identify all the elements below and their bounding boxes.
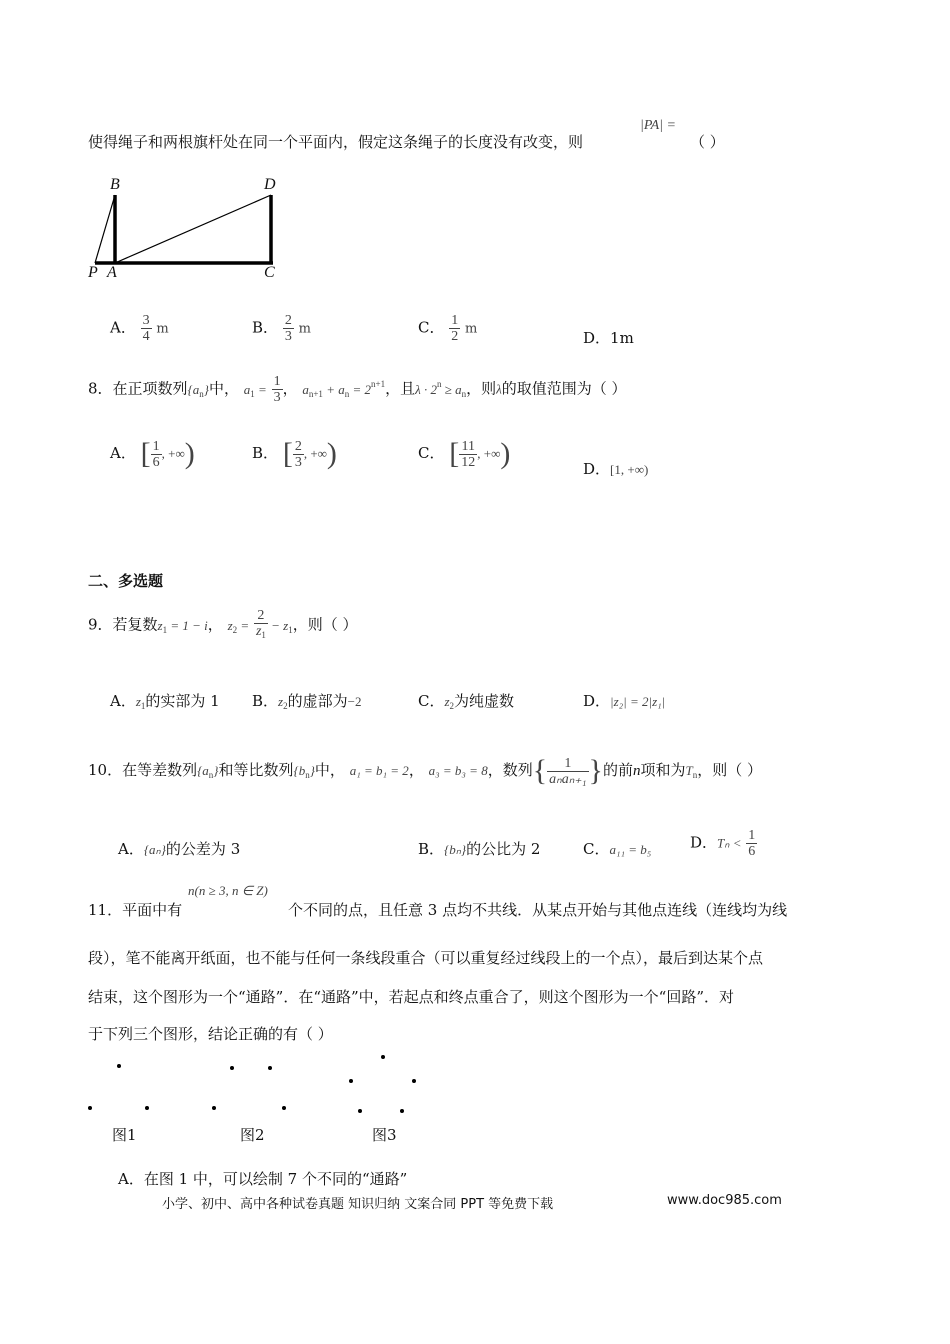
q9-option-b-var: $z_2$ [278,694,288,711]
q8-option-a-label: A． [110,444,136,462]
q10-option-a[interactable]: A．{aₙ}的公差为 3 [118,840,241,858]
q11-line3: 结束，这个图形为一个“通路”．在“通路”中，若起点和终点重合了，则这个图形为一个“回路”．对 [88,988,735,1006]
q8-option-a[interactable]: A． [ $\frac{1}{6}$ , +∞) [110,437,195,470]
label-b: B [110,176,120,193]
q11-cond: n(n ≥ 3, n ∈ Z) [188,883,268,898]
fig2-label: 图2 [240,1126,265,1144]
q10-option-b[interactable]: B．{bₙ}的公比为 2 [418,840,541,858]
q11-line1: 个不同的点，且任意 3 点均不共线．从某点开始与其他点连线（连线均为线 [288,901,788,919]
q10-stem: 10．在等差数列$\{a_n\}$和等比数列$\{b_n\}$中， a₁ = b₁ = 2， a₃ = b₃ = 8，数列{ $\frac{1}{\text{aₙaₙ₊₁}}$ }的前n项和为$T_n$，则（ ） [88,754,762,787]
q8-option-d-label: D． [583,460,611,478]
q9-option-a[interactable]: A．$z_1$的实部为 1 [110,692,220,711]
q10-cond2: a₃ = b₃ = 8 [428,763,488,778]
q7-option-a[interactable] [110,313,169,344]
q9-option-c-var: $z_2$ [444,694,455,711]
q9-number: 9．若复数 [88,615,158,634]
q10-T: $T_n$ [685,763,698,780]
q10-number: 10．在等差数列 [88,761,198,779]
fig3-point [400,1109,404,1113]
q10-cond1: a₁ = b₁ = 2 [349,763,409,778]
q10-a-seq: $\{a_n\}$ [197,763,219,780]
q8-lambda: λ [496,381,502,397]
fig2-point [268,1066,272,1070]
q8-option-d[interactable] [583,458,648,479]
fig3-point [358,1109,362,1113]
fig1-point [117,1064,121,1068]
q8-inequality: $\lambda \cdot 2^n \ge a_n$ [415,378,467,399]
q9-z1: $z_1 = 1 - i$ [157,617,208,635]
q9-z2-frac: $\frac{2}{z_1}$ [255,608,266,640]
fig1-point [145,1106,149,1110]
q11-num: 11．平面中有 [88,901,183,919]
q7-option-d[interactable] [583,327,634,348]
section-title: 二、多选题 [88,572,164,590]
q7-option-b-frac: $\frac{2}{3}$ [284,313,292,344]
q10-option-d[interactable]: D．Tₙ < $\frac{1}{6}$ [690,828,756,859]
rope-ad [115,195,271,263]
q9-option-b[interactable]: B．$z_2$的虚部为−2 [252,692,362,711]
q7-option-b-unit: m [298,321,311,337]
q7-option-a-label: A． [110,318,136,337]
q8-option-b-label: B． [252,444,279,462]
q8-option-c-label: C． [418,444,445,462]
q7-option-c-frac: $\frac{1}{2}$ [451,313,459,344]
q8-option-b[interactable]: B． [ $\frac{2}{3}$ , +∞) [252,437,337,470]
fig3-label: 图3 [372,1126,397,1144]
q7-option-c[interactable] [418,313,477,344]
q8-stem: 8．在正项数列$\{a_n\}$中， $a_1$ = $\frac{1}{3}$ ， $a_{n+1} + a_n = 2^{n+1}$，且$\lambda \cdot 2^n \ge a_n$，则λ的取值范围为（ ） [88,374,627,405]
footer-text: 小学、初中、高中各种试卷真题 知识归纳 文案合同 PPT 等免费下载 [162,1197,554,1212]
fig2-point [282,1106,286,1110]
q8-option-c[interactable]: C． [ $\frac{11}{12}$ , +∞) [418,437,511,470]
q11-option-a[interactable]: A．在图 1 中，可以绘制 7 个不同的“通路” [118,1170,408,1188]
q9-stem: 9．若复数$z_1 = 1 - i$， $z_2$ = $\frac{2}{z_1}$ − $z_1$，则（ ） [88,608,358,643]
q7-paren: （ ） [690,133,725,151]
fig3-point [349,1079,353,1083]
q8-seq: $\{a_n\}$ [187,381,209,399]
q8-option-c-frac: $\frac{11}{12}$ [461,438,476,470]
fig3-point [412,1079,416,1083]
q9-option-d[interactable]: D．|z₂| = 2|z₁| [583,692,666,710]
label-a: A [107,264,117,281]
q8-option-b-frac: $\frac{2}{3}$ [294,438,302,470]
fig1-point [88,1106,92,1110]
q7-option-c-unit: m [465,321,478,337]
q8-recurrence: $a_{n+1} + a_n = 2^{n+1}$ [302,378,386,399]
label-p: P [88,264,98,281]
q8-number: 8．在正项数列 [88,379,188,398]
q9-option-a-var: $z_1$ [135,694,146,711]
q7-option-b-label: B． [252,318,279,337]
q7-option-c-label: C． [418,318,445,337]
q7-option-d-text: 1m [610,329,634,347]
q7-stem-text: 使得绳子和两根旗杆处在同一个平面内，假定这条绳子的长度没有改变，则 [88,133,584,151]
fig2-point [230,1066,234,1070]
fig3-point [381,1055,385,1059]
rope-pb [95,195,115,263]
q9-z2: $z_2$ = [227,617,250,635]
q10-n: n [632,763,641,779]
q9-option-d-math: |z₂| = 2|z₁| [610,694,666,709]
footer-url[interactable]: www.doc985.com [667,1193,782,1208]
q7-option-a-unit: m [156,321,169,337]
q9-z2-rest: − $z_1$ [267,617,293,635]
q10-option-c[interactable]: C．a₁₁ = b₅ [583,840,652,858]
q8-a1: $a_1$ = [243,381,267,399]
q9-option-c[interactable]: C．$z_2$为纯虚数 [418,692,515,711]
q8-option-d-text: [1, +∞) [610,462,649,477]
label-d: D [264,176,276,193]
q11-line2: 段），笔不能离开纸面，也不能与任何一条线段重合（可以重复经过线段上的一个点），最后到达某个点 [88,949,764,967]
q7-expr: |PA| = [640,118,676,133]
q7-stem [88,131,583,152]
q8-a1-frac: $\frac{1}{3}$ [273,374,281,405]
q10-option-d-frac: $\frac{1}{6}$ [748,828,756,859]
q11-line4: 于下列三个图形，结论正确的有（ ） [88,1025,333,1043]
q10-b-seq: $\{b_n\}$ [293,763,315,780]
fig1-label: 图1 [112,1126,137,1144]
q7-option-d-label: D． [583,329,611,347]
q8-option-a-frac: $\frac{1}{6}$ [152,438,160,470]
label-c: C [264,264,275,281]
q7-option-b[interactable] [252,313,311,344]
q7-option-a-frac: $\frac{3}{4}$ [142,313,150,344]
q10-frac: $\frac{1}{\text{aₙaₙ₊₁}}$ [549,755,587,787]
fig2-point [212,1106,216,1110]
